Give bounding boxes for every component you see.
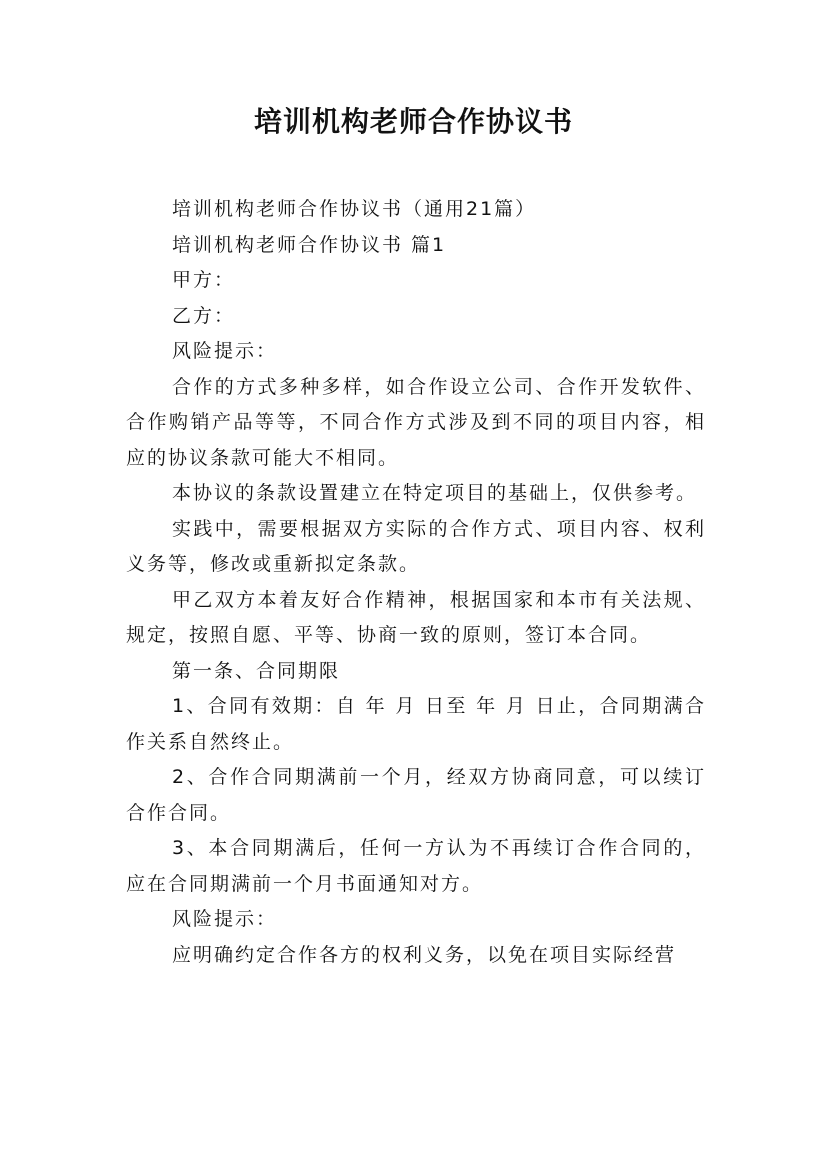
paragraph: 应明确约定合作各方的权利义务，以免在项目实际经营 — [172, 943, 677, 966]
document-body — [126, 192, 706, 973]
paragraph: 本协议的条款设置建立在特定项目的基础上，仅供参考。 — [172, 482, 698, 504]
paragraph: 实践中，需要根据双方实际的合作方式、项目内容、权利义务等，修改或重新拟定条款。 — [126, 517, 706, 575]
paragraph-subtitle: 培训机构老师合作协议书（通用21篇） — [172, 198, 537, 220]
paragraph-clause: 1、合同有效期：自 年 月 日至 年 月 日止，合同期满合作关系自然终止。 — [126, 695, 706, 753]
paragraph-party-b: 乙方： — [172, 304, 236, 327]
paragraph-party-a: 甲方： — [172, 269, 236, 291]
paragraph-risk-notice: 风险提示： — [172, 908, 278, 930]
paragraph-section-heading: 培训机构老师合作协议书 篇1 — [172, 233, 447, 256]
paragraph: 合作的方式多种多样，如合作设立公司、合作开发软件、合作购销产品等等，不同合作方式涉及到不同的项目内容，相应的协议条款可能大不相同。 — [126, 375, 706, 469]
paragraph-clause: 2、合作合同期满前一个月，经双方协商同意，可以续订合作合同。 — [126, 766, 706, 824]
document-title: 培训机构老师合作协议书 — [253, 105, 573, 138]
paragraph-clause: 3、本合同期满后，任何一方认为不再续订合作合同的，应在合同期满前一个月书面通知对方。 — [126, 837, 706, 895]
paragraph: 甲乙双方本着友好合作精神，根据国家和本市有关法规、规定，按照自愿、平等、协商一致的原则，签订本合同。 — [126, 588, 706, 646]
paragraph-risk-notice: 风险提示： — [172, 340, 278, 362]
paragraph-article-heading: 第一条、合同期限 — [172, 659, 341, 682]
